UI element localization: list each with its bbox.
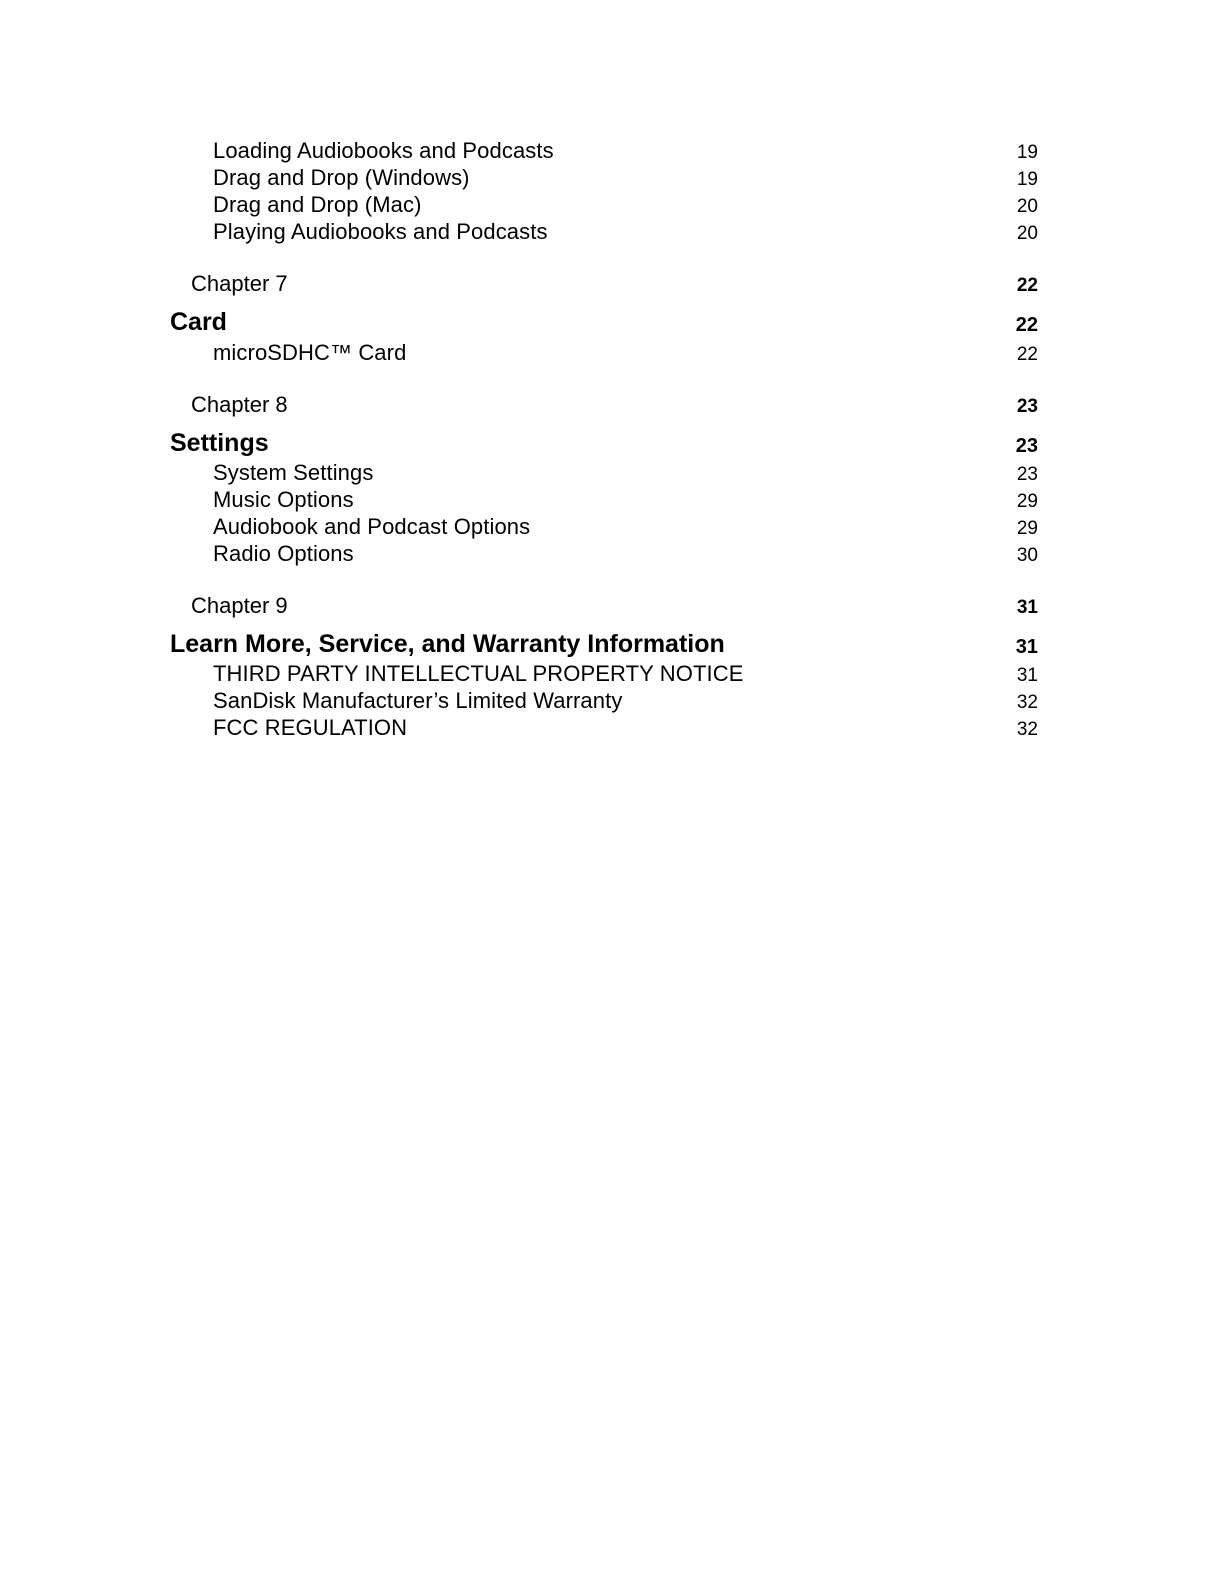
toc-entry-title: System Settings [213,460,374,485]
toc-entry-drag-drop-windows[interactable] [0,165,1219,195]
toc-entry-title: Drag and Drop (Mac) [213,192,422,217]
toc-entry-title: SanDisk Manufacturer’s Limited Warranty [213,688,623,713]
toc-heading-learn-more[interactable] [0,630,1219,663]
toc-entry-title: Loading Audiobooks and Podcasts [213,138,554,163]
toc-entry-page: 19 [1016,142,1038,163]
toc-chapter-7[interactable] [0,271,1219,301]
chapter-heading: Card [170,308,227,336]
toc-entry-page: 23 [1016,396,1038,417]
toc-entry-title: Playing Audiobooks and Podcasts [213,219,548,244]
toc-entry-page: 30 [1016,545,1038,566]
toc-entry-drag-drop-mac[interactable] [0,192,1219,222]
toc-entry-page: 22 [1016,275,1038,296]
toc-entry-limited-warranty[interactable] [0,688,1219,718]
chapter-label: Chapter 9 [191,593,288,618]
toc-heading-settings[interactable] [0,429,1219,462]
toc-entry-title: Radio Options [213,541,354,566]
toc-entry-page: 31 [1015,636,1038,658]
toc-entry-page: 22 [1015,314,1038,336]
toc-entry-page: 31 [1016,665,1038,686]
toc-heading-card[interactable] [0,308,1219,341]
toc-entry-playing-audiobooks[interactable] [0,219,1219,249]
toc-entry-third-party-notice[interactable] [0,661,1219,691]
toc-entry-music-options[interactable] [0,487,1219,517]
toc-entry-page: 19 [1016,169,1038,190]
toc-entry-page: 20 [1016,223,1038,244]
toc-entry-loading-audiobooks[interactable] [0,138,1219,168]
toc-entry-page: 32 [1016,719,1038,740]
toc-entry-page: 29 [1016,518,1038,539]
toc-entry-microsdhc-card[interactable] [0,340,1219,370]
toc-entry-audiobook-podcast-options[interactable] [0,514,1219,544]
toc-entry-system-settings[interactable] [0,460,1219,490]
toc-entry-radio-options[interactable] [0,541,1219,571]
toc-entry-title: FCC REGULATION [213,715,408,740]
toc-entry-page: 23 [1016,464,1038,485]
chapter-heading: Learn More, Service, and Warranty Information [170,630,725,658]
chapter-heading: Settings [170,429,269,457]
toc-entry-title: Music Options [213,487,354,512]
chapter-label: Chapter 7 [191,271,288,296]
toc-entry-page: 31 [1016,597,1038,618]
toc-entry-page: 23 [1015,435,1038,457]
toc-chapter-8[interactable] [0,392,1219,422]
chapter-label: Chapter 8 [191,392,288,417]
toc-chapter-9[interactable] [0,593,1219,623]
toc-entry-title: Audiobook and Podcast Options [213,514,531,539]
toc-entry-title: Drag and Drop (Windows) [213,165,470,190]
toc-entry-page: 20 [1016,196,1038,217]
toc-entry-fcc-regulation[interactable] [0,715,1219,745]
toc-entry-title: THIRD PARTY INTELLECTUAL PROPERTY NOTICE [213,661,744,686]
toc-entry-title: microSDHC™ Card [213,340,407,365]
toc-entry-page: 22 [1016,344,1038,365]
toc-entry-page: 29 [1016,491,1038,512]
toc-entry-page: 32 [1016,692,1038,713]
